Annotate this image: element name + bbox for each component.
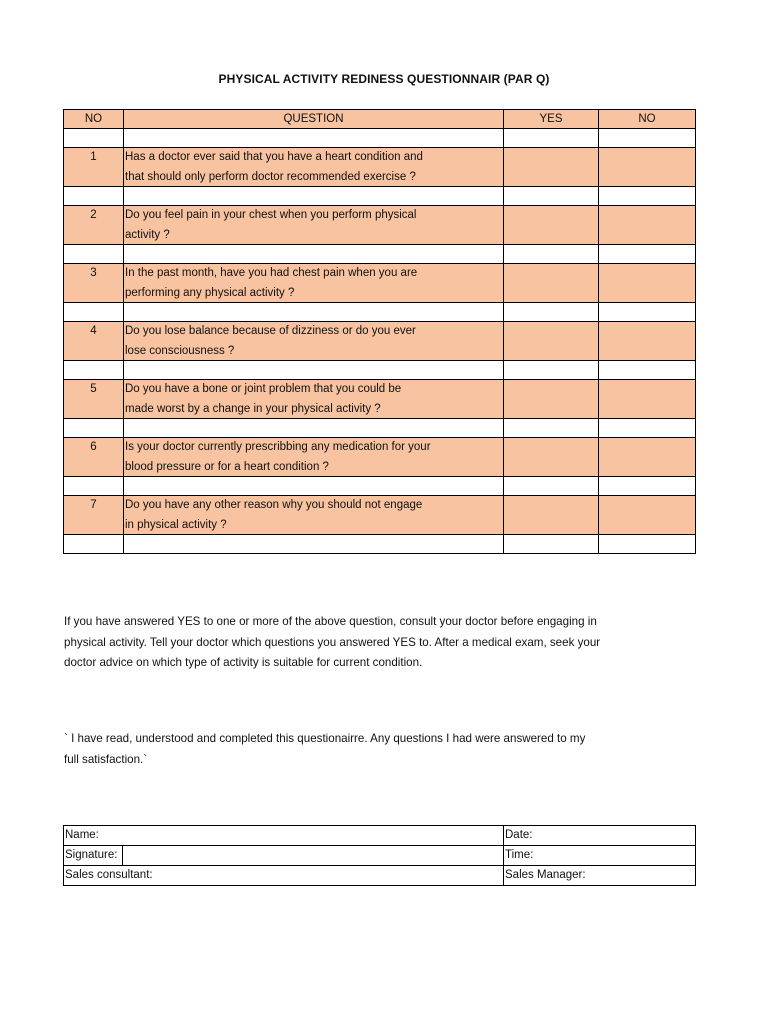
yes-answer-cell[interactable]	[504, 438, 599, 477]
no-answer-cell[interactable]	[599, 438, 696, 477]
name-field[interactable]: Name:	[64, 826, 504, 846]
spacer-cell	[64, 245, 124, 264]
spacer-cell	[124, 535, 504, 554]
signature-field[interactable]	[64, 846, 504, 866]
question-number: 2	[64, 206, 124, 245]
question-number: 5	[64, 380, 124, 419]
yes-answer-cell[interactable]	[504, 322, 599, 361]
spacer-cell	[504, 419, 599, 438]
spacer-cell	[504, 129, 599, 148]
question-text: Do you feel pain in your chest when you perform physical activity ?	[124, 206, 504, 245]
question-number: 4	[64, 322, 124, 361]
yes-answer-cell[interactable]	[504, 380, 599, 419]
question-text: In the past month, have you had chest pain when you are performing any physical activity ?	[124, 264, 504, 303]
spacer-cell	[504, 361, 599, 380]
yes-answer-cell[interactable]	[504, 148, 599, 187]
spacer-cell	[124, 129, 504, 148]
no-answer-cell[interactable]	[599, 264, 696, 303]
spacer-cell	[64, 187, 124, 206]
date-field[interactable]: Date:	[504, 826, 696, 846]
question-text: Do you have a bone or joint problem that you could be made worst by a change in your physical activity ?	[124, 380, 504, 419]
header-question: QUESTION	[124, 110, 504, 129]
spacer-cell	[599, 187, 696, 206]
spacer-cell	[64, 477, 124, 496]
question-text: Is your doctor currently prescribbing any medication for your blood pressure or for a heart condition ?	[124, 438, 504, 477]
declaration-paragraph: ` I have read, understood and completed this questionairre. Any questions I had were answered to my full satisfaction.`	[64, 732, 586, 766]
no-answer-cell[interactable]	[599, 206, 696, 245]
questionnaire-table	[63, 109, 696, 554]
spacer-cell	[504, 477, 599, 496]
spacer-cell	[64, 535, 124, 554]
question-number: 3	[64, 264, 124, 303]
yes-answer-cell[interactable]	[504, 496, 599, 535]
spacer-cell	[124, 361, 504, 380]
spacer-cell	[124, 419, 504, 438]
no-answer-cell[interactable]	[599, 380, 696, 419]
signature-label: Signature:	[65, 849, 118, 861]
no-answer-cell[interactable]	[599, 496, 696, 535]
spacer-cell	[599, 129, 696, 148]
spacer-cell	[599, 535, 696, 554]
advice-paragraph: If you have answered YES to one or more of the above question, consult your doctor before engaging in physical activity. Tell your doctor which questions you answered YES to. After a medical exam, seek your doctor advice on which type of activity is suitable for current condition.	[64, 615, 601, 669]
yes-answer-cell[interactable]	[504, 206, 599, 245]
question-text: Do you have any other reason why you should not engage in physical activity ?	[124, 496, 504, 535]
document-title: PHYSICAL ACTIVITY REDINESS QUESTIONNAIR (PAR Q)	[218, 72, 550, 86]
signoff-table	[63, 825, 696, 886]
spacer-cell	[124, 303, 504, 322]
spacer-cell	[504, 245, 599, 264]
question-text: Do you lose balance because of dizziness or do you ever lose consciousness ?	[124, 322, 504, 361]
spacer-cell	[504, 303, 599, 322]
spacer-cell	[599, 303, 696, 322]
spacer-cell	[124, 187, 504, 206]
no-answer-cell[interactable]	[599, 148, 696, 187]
spacer-cell	[124, 245, 504, 264]
yes-answer-cell[interactable]	[504, 264, 599, 303]
spacer-cell	[599, 419, 696, 438]
question-text: Has a doctor ever said that you have a heart condition and that should only perform doctor recommended exercise ?	[124, 148, 504, 187]
spacer-cell	[64, 419, 124, 438]
spacer-cell	[599, 477, 696, 496]
spacer-cell	[64, 303, 124, 322]
question-number: 6	[64, 438, 124, 477]
question-number: 1	[64, 148, 124, 187]
spacer-cell	[504, 535, 599, 554]
spacer-cell	[64, 129, 124, 148]
sales-manager-field[interactable]: Sales Manager:	[504, 866, 696, 886]
spacer-cell	[504, 187, 599, 206]
spacer-cell	[599, 361, 696, 380]
sales-consultant-field[interactable]: Sales consultant:	[64, 866, 504, 886]
header-yes: YES	[504, 110, 599, 129]
spacer-cell	[599, 245, 696, 264]
spacer-cell	[124, 477, 504, 496]
header-no: NO	[64, 110, 124, 129]
no-answer-cell[interactable]	[599, 322, 696, 361]
time-field[interactable]: Time:	[504, 846, 696, 866]
spacer-cell	[64, 361, 124, 380]
question-number: 7	[64, 496, 124, 535]
header-no-answer: NO	[599, 110, 696, 129]
signature-divider	[122, 846, 123, 865]
